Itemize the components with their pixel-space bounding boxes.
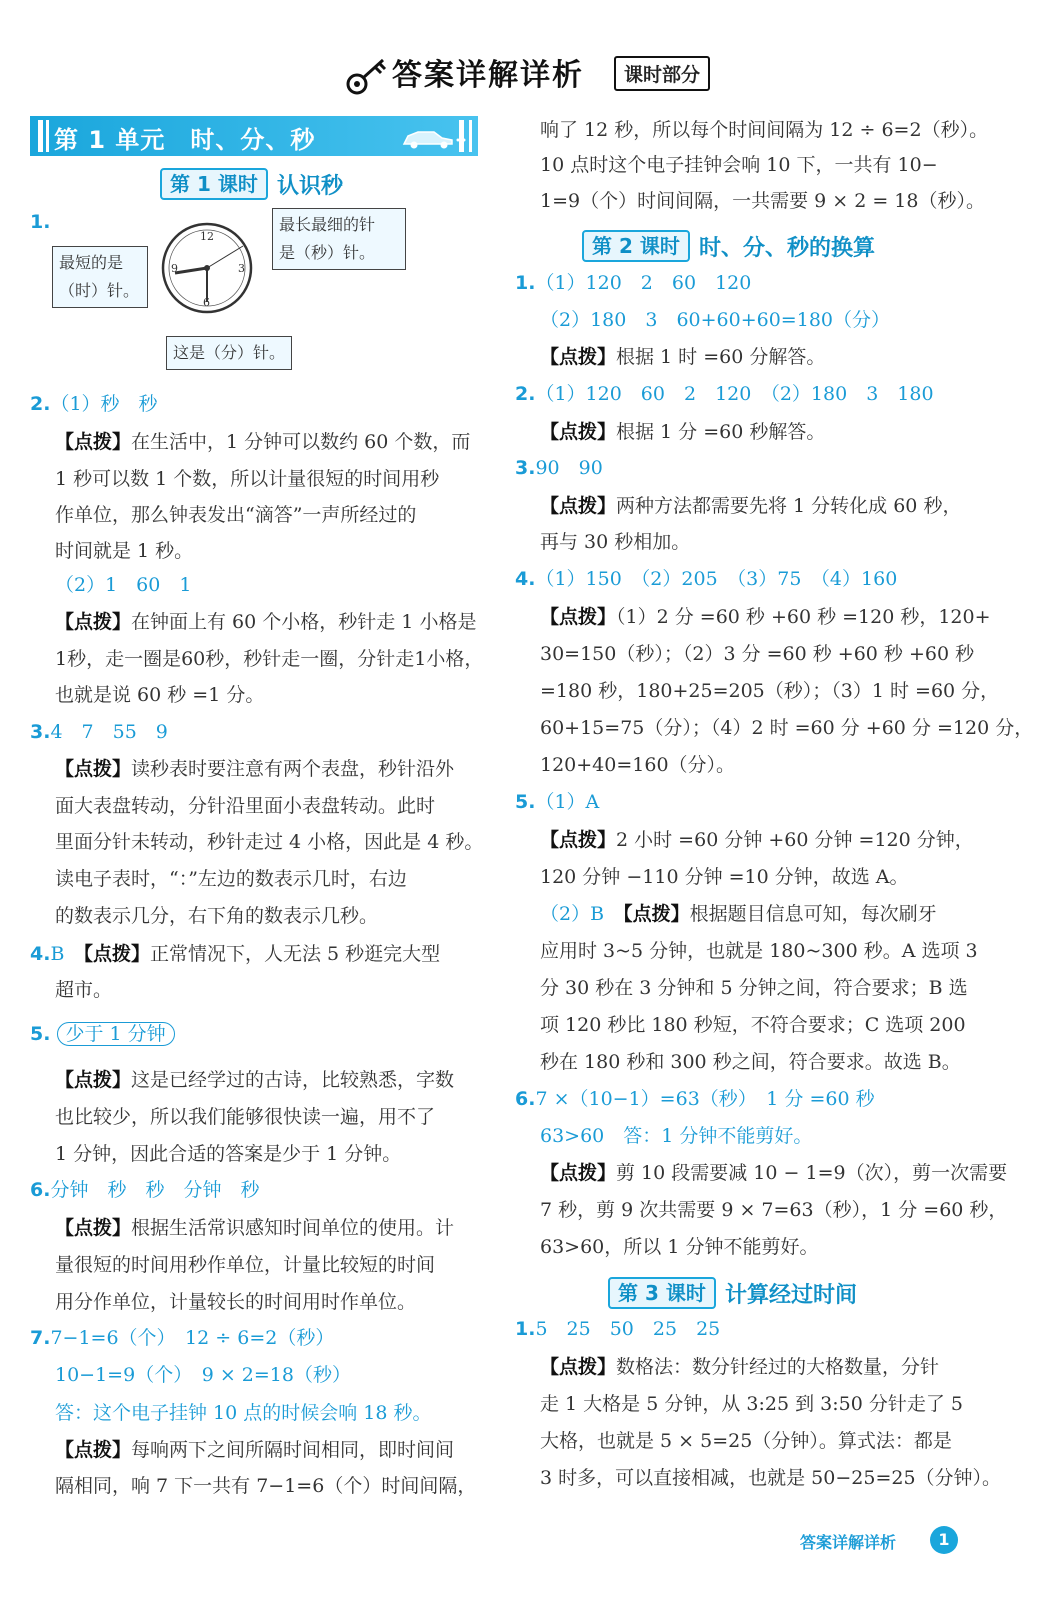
l2-q5-answer: 5.（1）A [515,791,600,813]
svg-text:9: 9 [171,262,178,275]
q2-tip: 【点拨】在生活中，1 分钟可以数约 60 个数，而 [55,431,471,453]
callout-second-hand: 最长最细的针 是（秒）针。 [272,208,406,270]
lesson-2-heading: 第 2 课时 时、分、秒的换算 [582,230,875,262]
q3-answer: 3.4 7 55 9 [30,721,168,743]
l3-q1-answer: 1.5 25 50 25 25 [515,1318,721,1340]
q1-number: 1. [30,211,51,233]
q7-tip: 【点拨】每响两下之间所隔时间相同，即时间间 [55,1439,455,1461]
q5-answer: 5. 少于 1 分钟 [30,1022,175,1046]
q3-tip: 【点拨】读秒表时要注意有两个表盘，秒针沿外 [55,758,455,780]
page-number: 1 [930,1526,958,1554]
q5-tip: 【点拨】这是已经学过的古诗，比较熟悉，字数 [55,1069,455,1091]
callout-hour-hand: 最短的是 （时）针。 [52,246,148,308]
unit-banner [30,116,478,156]
lesson-3-heading: 第 3 课时 计算经过时间 [608,1277,857,1309]
q4-answer: 4.B 【点拨】正常情况下，人无法 5 秒逛完大型 [30,943,441,965]
page-title: 答案详解详析 [392,58,584,93]
q6-tip: 【点拨】根据生活常识感知时间单位的使用。计 [55,1217,455,1239]
car-icon [400,126,468,150]
callout-minute-hand: 这是（分）针。 [166,336,292,370]
key-icon [345,56,389,96]
l2-q2-answer: 2.（1）120 60 2 120 （2）180 3 180 [515,383,934,405]
lesson-1-tag: 第 1 课时 [160,168,268,200]
l2-q1-answer: 1.（1）120 2 60 120 [515,272,752,294]
clock-diagram [145,218,275,318]
section-tag: 课时部分 [614,56,710,91]
l2-q3-answer: 3.90 90 [515,457,603,479]
page-header [0,48,1048,100]
q6-answer: 6.分钟 秒 秒 分钟 秒 [30,1179,260,1201]
svg-text:3: 3 [238,262,245,275]
footer-tag: 答案详解详析 [800,1533,897,1552]
lesson-1-title: 认识秒 [276,173,343,199]
l2-q4-answer: 4.（1）150 （2）205 （3）75 （4）160 [515,568,898,590]
l2-q6-answer: 6.7 ×（10−1）=63（秒） 1 分 =60 秒 [515,1088,875,1110]
lesson-1-heading [160,168,343,200]
q7-answer: 7.7−1=6（个） 12 ÷ 6=2（秒） [30,1327,335,1349]
q2-tip-2: 【点拨】在钟面上有 60 个小格，秒针走 1 小格是 [55,611,477,633]
svg-text:6: 6 [203,296,210,309]
unit-title: 第 1 单元 时、分、秒 [54,126,316,154]
q2-answer: 2.（1）秒 秒 [30,393,158,415]
svg-text:12: 12 [200,230,214,243]
